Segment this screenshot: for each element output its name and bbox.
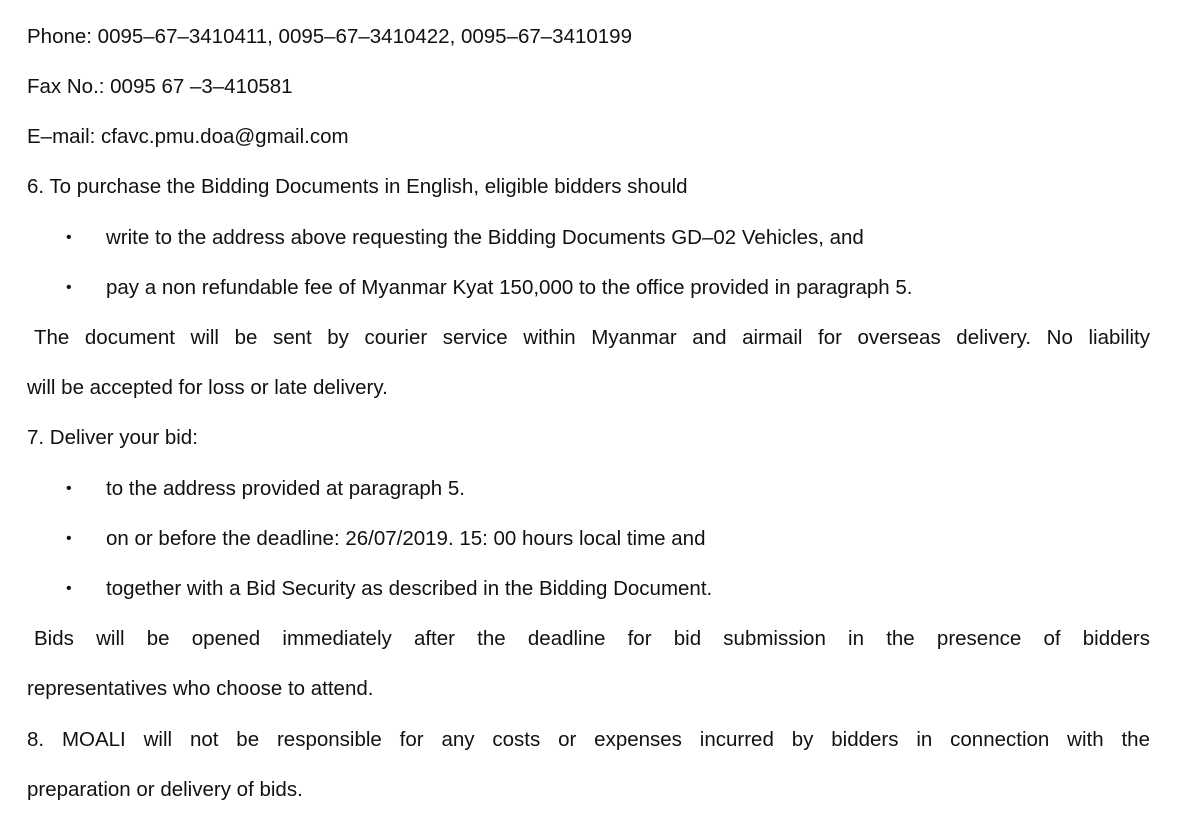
- list-item-text: pay a non refundable fee of Myanmar Kyat 150,000 to the office provided in paragraph 5.: [106, 276, 913, 299]
- paragraph-6-body-line-1: The document will be sent by courier service within Myanmar and airmail for overseas delivery. No liability: [34, 326, 1150, 349]
- bullet-icon: •: [66, 580, 72, 597]
- list-item-text: on or before the deadline: 26/07/2019. 15: 00 hours local time and: [106, 527, 706, 550]
- email-line: E–mail: cfavc.pmu.doa@gmail.com: [27, 125, 349, 148]
- paragraph-8-line-2: preparation or delivery of bids.: [27, 778, 303, 801]
- paragraph-7-body-line-1: Bids will be opened immediately after the deadline for bid submission in the presence of bidders: [34, 627, 1150, 650]
- list-item-text: together with a Bid Security as described in the Bidding Document.: [106, 577, 713, 600]
- paragraph-6-body-line-2: will be accepted for loss or late delivery.: [27, 376, 388, 399]
- list-item-text: write to the address above requesting the Bidding Documents GD–02 Vehicles, and: [106, 226, 864, 249]
- fax-line: Fax No.: 0095 67 –3–410581: [27, 75, 293, 98]
- phone-line: Phone: 0095–67–3410411, 0095–67–3410422, 0095–67–3410199: [27, 25, 632, 48]
- bullet-icon: •: [66, 279, 72, 296]
- paragraph-6-heading: 6. To purchase the Bidding Documents in English, eligible bidders should: [27, 175, 688, 198]
- paragraph-8-line-1: 8. MOALI will not be responsible for any costs or expenses incurred by bidders in connection with the: [27, 728, 1150, 751]
- bullet-icon: •: [66, 229, 72, 246]
- list-item-text: to the address provided at paragraph 5.: [106, 477, 465, 500]
- paragraph-7-heading: 7. Deliver your bid:: [27, 426, 198, 449]
- bullet-icon: •: [66, 480, 72, 497]
- bullet-icon: •: [66, 530, 72, 547]
- paragraph-7-body-line-2: representatives who choose to attend.: [27, 677, 374, 700]
